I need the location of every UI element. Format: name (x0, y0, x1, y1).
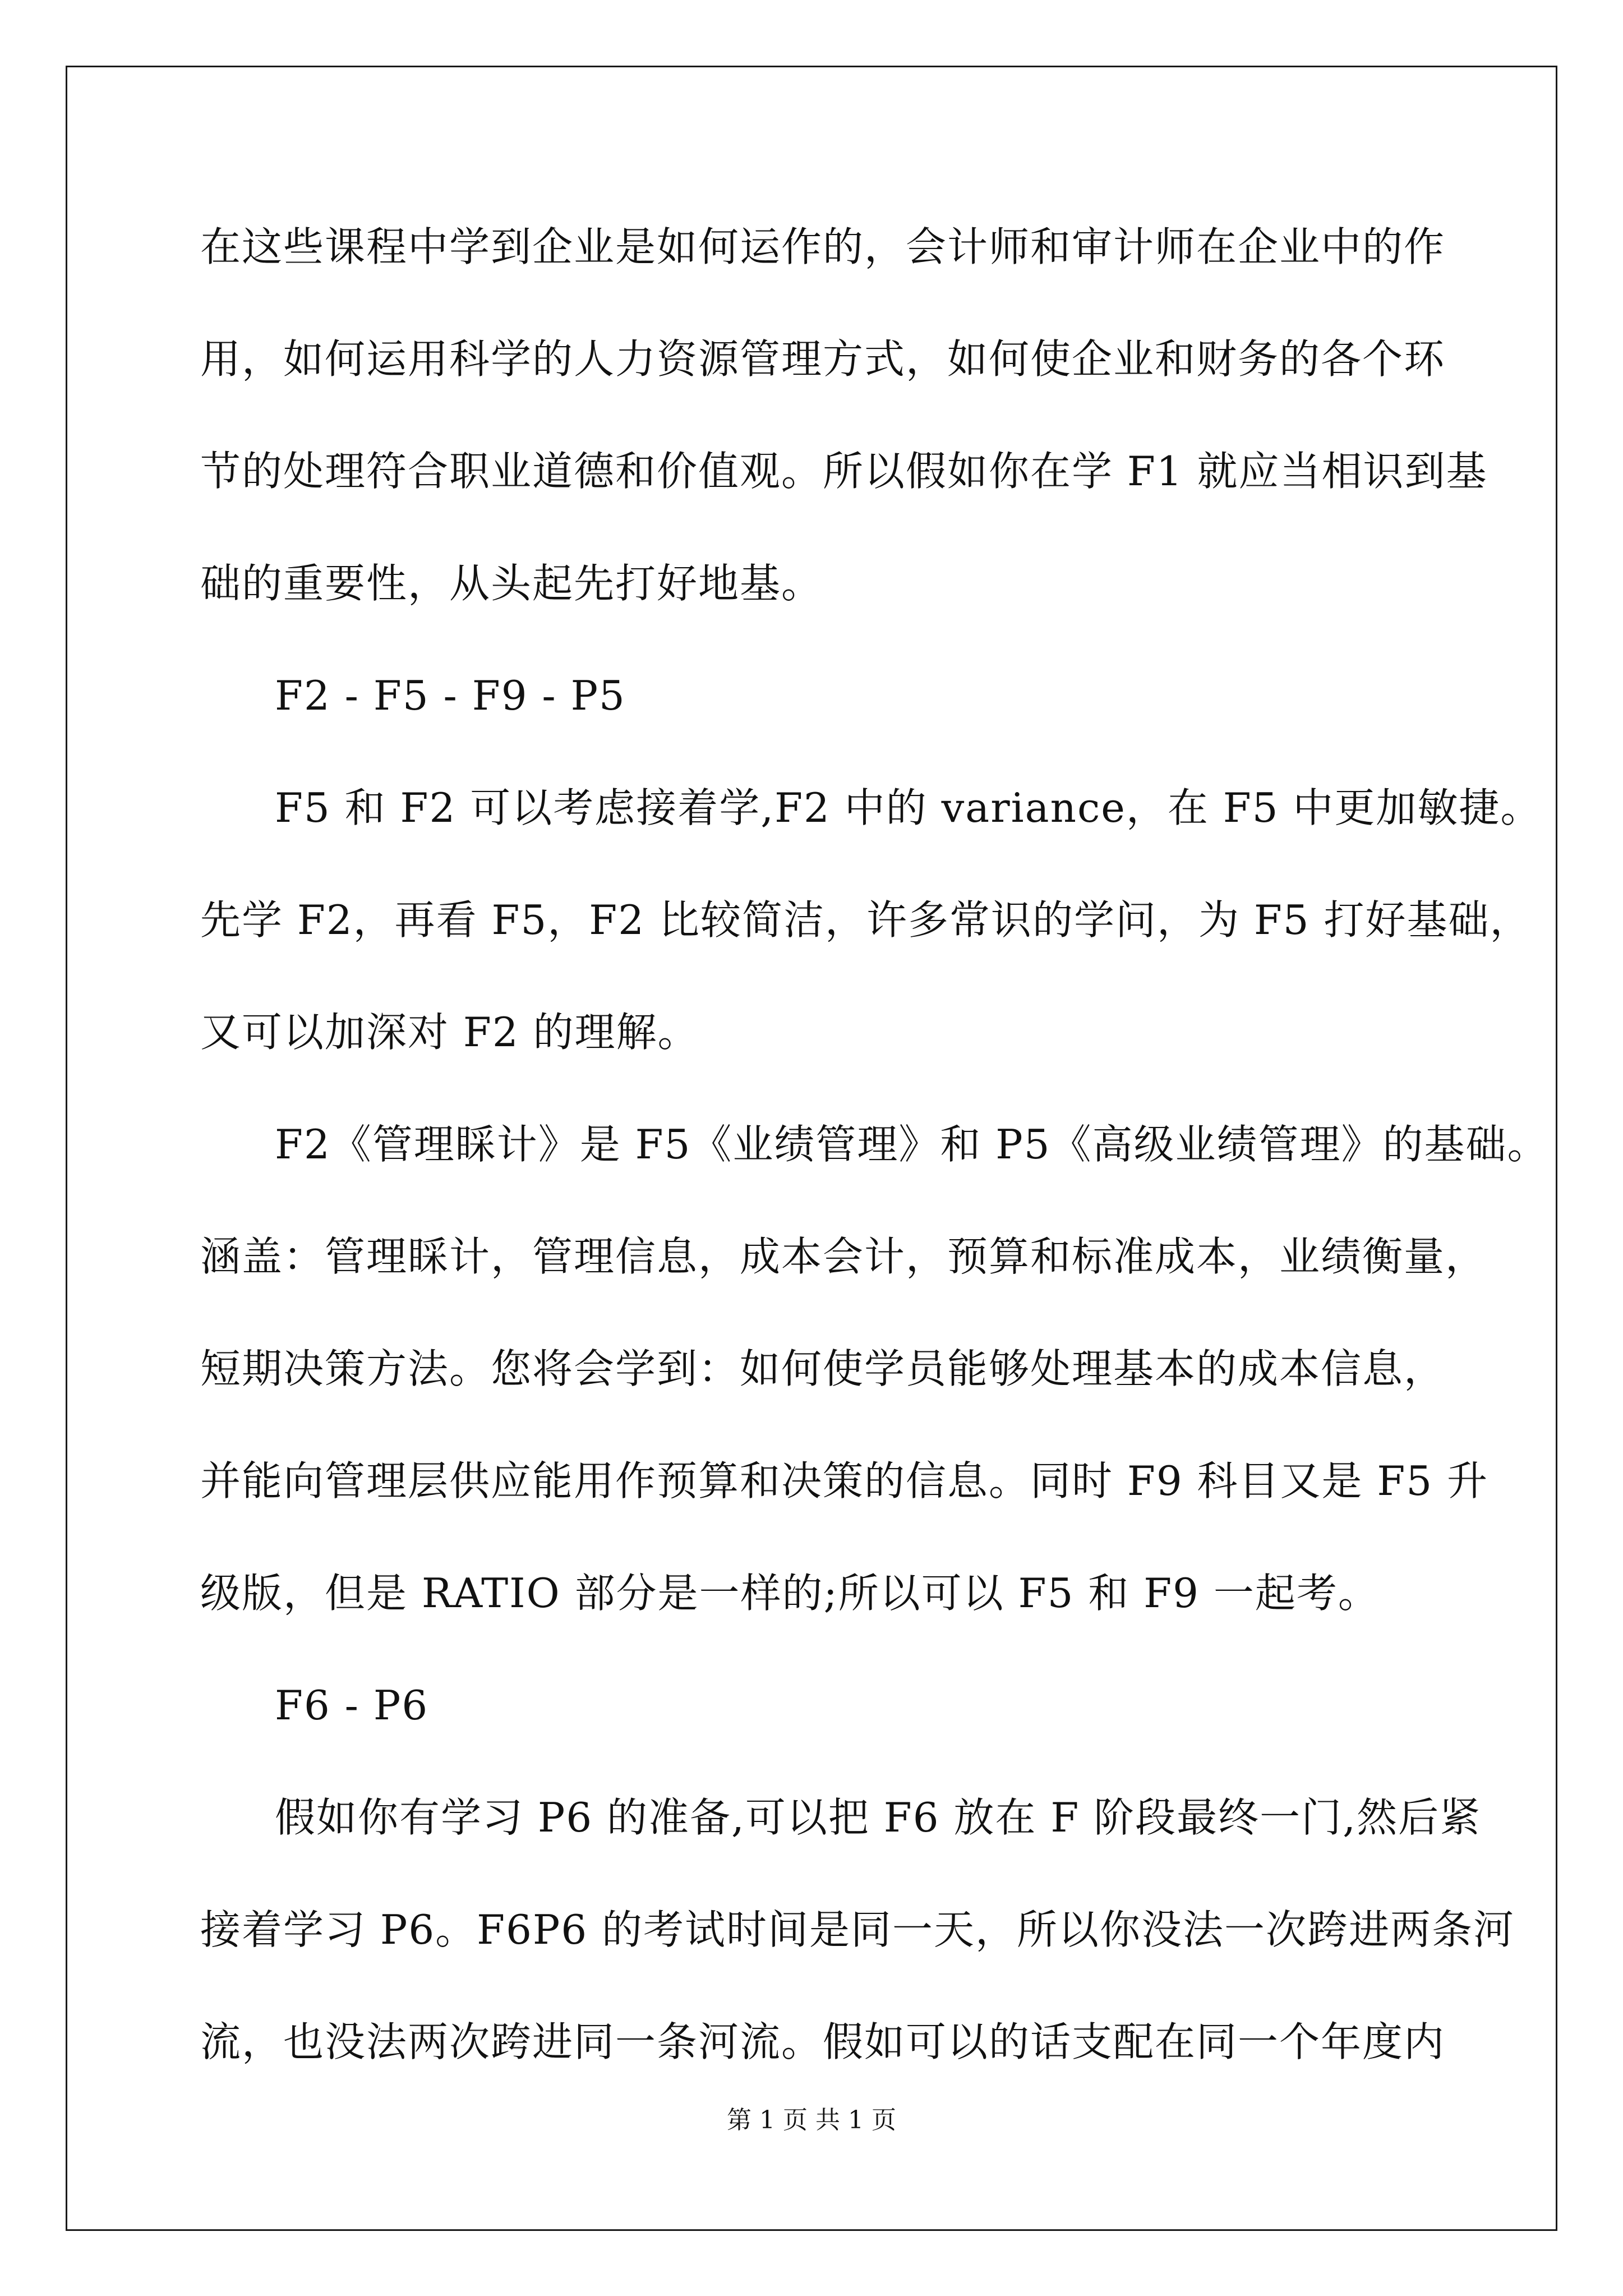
paragraph-line: 短期决策方法。您将会学到：如何使学员能够处理基本的成本信息， (200, 1345, 1446, 1392)
paragraph-line: 并能向管理层供应能用作预算和决策的信息。同时 F9 科目又是 F5 升 (200, 1457, 1489, 1504)
paragraph-line: 涵盖：管理睬计，管理信息，成本会计，预算和标准成本，业绩衡量， (200, 1233, 1487, 1280)
paragraph-line: 接着学习 P6。F6P6 的考试时间是同一天，所以你没法一次跨进两条河 (200, 1906, 1515, 1953)
section-heading-f2-f5-f9-p5: F2 - F5 - F9 - P5 (275, 672, 626, 719)
paragraph-line: 用，如何运用科学的人力资源管理方式，如何使企业和财务的各个环 (200, 335, 1446, 383)
paragraph-line: 又可以加深对 F2 的理解。 (200, 1009, 699, 1056)
section-heading-f6-p6: F6 - P6 (275, 1682, 429, 1729)
paragraph-line: 先学 F2，再看 F5，F2 比较简洁，许多常识的学问，为 F5 打好基础， (200, 896, 1532, 944)
paragraph-line: 础的重要性，从头起先打好地基。 (200, 560, 823, 607)
paragraph-line: F2《管理睬计》是 F5《业绩管理》和 P5《高级业绩管理》的基础。 (275, 1121, 1549, 1168)
paragraph-line: 级版，但是 RATIO 部分是一样的;所以可以 F5 和 F9 一起考。 (200, 1570, 1380, 1617)
paragraph-line: 节的处理符合职业道德和价值观。所以假如你在学 F1 就应当相识到基 (200, 448, 1488, 495)
paragraph-line: 流，也没法两次跨进同一条河流。假如可以的话支配在同一个年度内 (200, 2018, 1446, 2065)
paragraph-line: F5 和 F2 可以考虑接着学,F2 中的 variance，在 F5 中更加敏捷。 (275, 784, 1542, 831)
paragraph-line: 在这些课程中学到企业是如何运作的，会计师和审计师在企业中的作 (200, 223, 1446, 270)
page-footer: 第 1 页 共 1 页 (727, 2106, 896, 2134)
paragraph-line: 假如你有学习 P6 的准备,可以把 F6 放在 F 阶段最终一门,然后紧 (275, 1794, 1482, 1841)
